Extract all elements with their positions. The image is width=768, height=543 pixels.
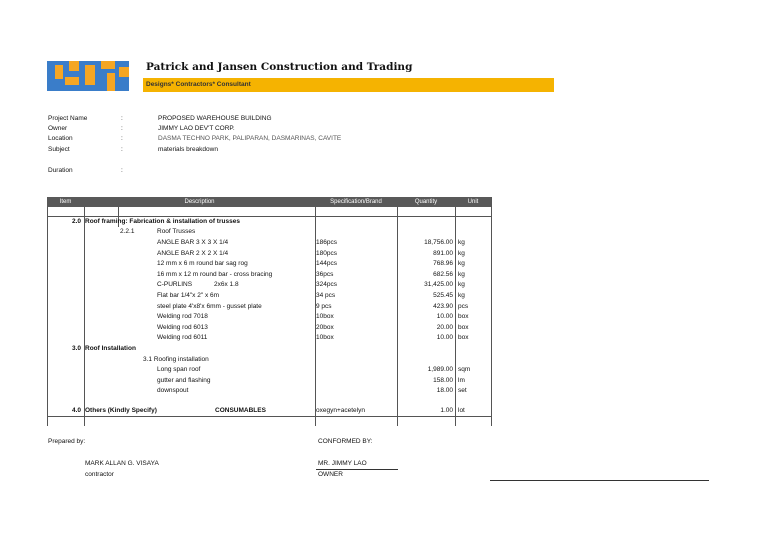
company-logo xyxy=(47,61,129,91)
row-description: gutter and flashing xyxy=(157,377,211,384)
row-description: 2.2.1 xyxy=(120,228,135,235)
info-label: Subject xyxy=(48,146,70,153)
row-spec: 20box xyxy=(316,324,334,331)
row-description: Long span roof xyxy=(157,366,201,373)
table-row xyxy=(0,312,768,322)
company-tagline: Designs* Contractors* Consultant xyxy=(146,81,251,88)
item-number: 2.0 xyxy=(71,218,81,225)
table-row xyxy=(0,365,768,375)
header-spec: Specification/Brand xyxy=(330,199,382,205)
row-unit: box xyxy=(458,324,469,331)
table-row xyxy=(0,376,768,386)
header-item: Item xyxy=(59,199,72,205)
table-row xyxy=(0,323,768,333)
row-unit: box xyxy=(458,313,469,320)
row-quantity: 525.45 xyxy=(433,292,453,299)
row-description: downspout xyxy=(157,387,189,394)
row-unit: lm xyxy=(458,377,465,384)
row-description: Others (Kindly Specify) xyxy=(85,407,157,414)
row-unit: box xyxy=(458,334,469,341)
row-quantity: 20.00 xyxy=(436,324,453,331)
row-description: Roof framing: Fabrication & installation of trusses xyxy=(85,218,240,225)
row-quantity: 31,425.00 xyxy=(424,281,453,288)
row-unit: kg xyxy=(458,250,465,257)
row-unit: kg xyxy=(458,260,465,267)
row-description: ANGLE BAR 2 X 2 X 1/4 xyxy=(157,250,229,257)
row-quantity: 158.00 xyxy=(433,377,453,384)
row-description: ANGLE BAR 3 X 3 X 1/4 xyxy=(157,239,229,246)
grid-line xyxy=(47,416,491,417)
row-description: 12 mm x 6 m round bar sag rog xyxy=(157,260,248,267)
row-quantity: 10.00 xyxy=(436,334,453,341)
row-description: Welding rod 6013 xyxy=(157,324,208,331)
row-spec: 186pcs xyxy=(316,239,337,246)
table-row xyxy=(0,280,768,290)
row-description: 3.1 Roofing installation xyxy=(143,356,209,363)
row-description-secondary: CONSUMABLES xyxy=(215,407,266,414)
table-row xyxy=(0,386,768,396)
prepared-by-name: MARK ALLAN G. VISAYA xyxy=(85,460,159,467)
row-unit: set xyxy=(458,387,467,394)
info-colon: : xyxy=(121,115,123,122)
row-unit: lot xyxy=(458,407,465,414)
row-unit: sqm xyxy=(458,366,471,373)
row-description: Welding rod 6011 xyxy=(157,334,208,341)
row-description-secondary: 2x6x 1.8 xyxy=(214,281,239,288)
row-spec: 180pcs xyxy=(316,250,337,257)
row-spec: 10box xyxy=(316,313,334,320)
company-name: Patrick and Jansen Construction and Trading xyxy=(146,61,413,73)
row-unit: kg xyxy=(458,281,465,288)
row-unit: kg xyxy=(458,239,465,246)
signature-line xyxy=(316,469,398,470)
table-row xyxy=(0,259,768,269)
row-quantity: 1,989.00 xyxy=(427,366,453,373)
table-row xyxy=(0,291,768,301)
table-row xyxy=(0,217,768,227)
row-quantity: 18.00 xyxy=(436,387,453,394)
item-number: 4.0 xyxy=(71,407,81,414)
row-unit: kg xyxy=(458,271,465,278)
info-value: JIMMY LAO DEV'T CORP. xyxy=(158,125,235,132)
row-spec: 34 pcs xyxy=(316,292,336,299)
row-description: steel plate 4'x8'x 6mm - gusset plate xyxy=(157,303,262,310)
table-row xyxy=(0,227,768,237)
header-unit: Unit xyxy=(467,199,479,205)
row-description: Flat bar 1/4"x 2" x 6m xyxy=(157,292,220,299)
info-label: Location xyxy=(48,135,73,142)
row-unit: pcs xyxy=(458,303,469,310)
prepared-by-role: contractor xyxy=(85,471,114,478)
row-quantity: 1.00 xyxy=(440,407,453,414)
table-row xyxy=(0,344,768,354)
table-row xyxy=(0,406,768,416)
info-colon: : xyxy=(121,125,123,132)
table-row xyxy=(0,249,768,259)
row-quantity: 423.90 xyxy=(433,303,453,310)
signature-line xyxy=(490,480,709,481)
row-spec: 144pcs xyxy=(316,260,337,267)
conformed-by-role: OWNER xyxy=(318,471,343,478)
info-value: materials breakdown xyxy=(158,146,218,153)
info-label: Project Name xyxy=(48,115,88,122)
info-label: Owner xyxy=(48,125,68,132)
row-description: Roof Installation xyxy=(85,345,136,352)
info-colon: : xyxy=(121,135,123,142)
row-quantity: 891.00 xyxy=(433,250,453,257)
table-row xyxy=(0,238,768,248)
row-description: 16 mm x 12 m round bar - cross bracing xyxy=(157,271,273,278)
row-quantity: 682.56 xyxy=(433,271,453,278)
table-row xyxy=(0,302,768,312)
row-quantity: 18,756.00 xyxy=(424,239,453,246)
table-row xyxy=(0,333,768,343)
row-spec: 36pcs xyxy=(316,271,334,278)
prepared-by-label: Prepared by: xyxy=(48,438,86,445)
row-description: Welding rod 7018 xyxy=(157,313,208,320)
info-colon: : xyxy=(121,146,123,153)
item-number: 3.0 xyxy=(71,345,81,352)
row-unit: kg xyxy=(458,292,465,299)
row-spec: oxegyn+acetelyn xyxy=(316,407,365,414)
row-description-secondary: Roof Trusses xyxy=(157,228,196,235)
row-spec: 324pcs xyxy=(316,281,337,288)
row-description: C-PURLINS xyxy=(157,281,193,288)
table-row xyxy=(0,355,768,365)
header-description: Description xyxy=(184,199,215,205)
row-quantity: 10.00 xyxy=(436,313,453,320)
info-colon: : xyxy=(121,167,123,174)
row-spec: 10box xyxy=(316,334,334,341)
info-value: PROPOSED WAREHOUSE BUILDING xyxy=(158,115,272,122)
info-label: Duration xyxy=(48,167,73,174)
table-row xyxy=(0,270,768,280)
conformed-by-label: CONFORMED BY: xyxy=(318,438,373,445)
info-value: DASMA TECHNO PARK, PALIPARAN, DASMARINAS, CAVITE xyxy=(158,135,342,142)
header-quantity: Quantity xyxy=(414,199,438,205)
row-quantity: 768.96 xyxy=(433,260,453,267)
conformed-by-name: MR. JIMMY LAO xyxy=(318,460,367,467)
row-spec: 9 pcs xyxy=(316,303,332,310)
